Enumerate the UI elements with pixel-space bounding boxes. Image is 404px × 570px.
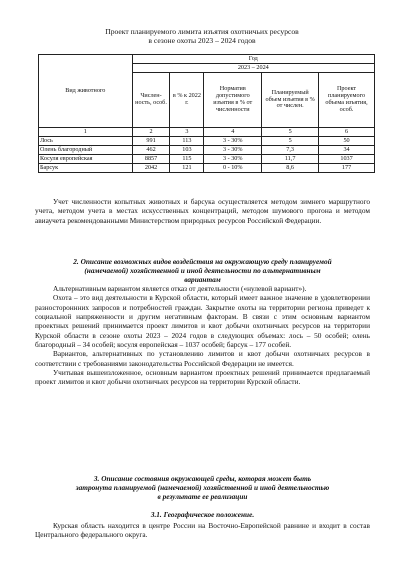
section-3-1-body: [35, 521, 370, 540]
header-norm: Норматив допустимого изъятия в % от численности: [204, 73, 262, 128]
header-year: Год: [132, 55, 374, 64]
paragraph: Охота – это вид деятельности в Курской области, который имеет важное значение в удовлетворении разностороннних запросов и потребностей граждан. Закрытие охоты на территории региона приведет к социальной напряженности и другим негативным факторам. В связи с этим основным вариантом проектных решений принимается проект лимитов и квот добычи охотничьих ресурсов на территории Курской области в сезоне охоты 2023 – 2024 годов в следующих объемах: лось – 50 особей; олень благородный – 34 особей; косуля европейская – 1037 особей; барсук – 177 особей.: [35, 293, 370, 350]
paragraph: Курская область находится в центре России на Восточно-Европейской равнине и входит в состав Центрального федерального округа.: [35, 521, 370, 540]
section-3-heading: 3. Описание состояния окружающей среды, которая может быть затронута планируемой (намечаемой) хозяйственной и иной деятельностью в результате ее реализации: [75, 474, 330, 502]
table-row: Косуля европейская 8857 115 3 - 30% 11,7 1037: [39, 155, 375, 164]
section-2-body: [35, 284, 370, 387]
table-row: Барсук 2042 121 0 - 10% 8,6 177: [39, 164, 375, 173]
header-plan: Проект планируемого объема изъятия, особ.: [319, 73, 375, 128]
index-row: 1 2 3 4 5 6: [39, 128, 375, 137]
section-3-1-heading: 3.1. Географическое положение.: [150, 510, 255, 519]
paragraph: Альтернативным вариантом является отказ от деятельности («нулевой вариант»).: [53, 284, 307, 293]
header-plan-pct: Планируемый объем изъятия в % от числен.: [262, 73, 319, 128]
census-paragraph: Учет численности копытных животных и барсука осуществляется методом зимнего маршрутного учета, методом учета в местах искусственных концентраций, методом шумового прогона и методом авиаучета рекомендованными Министерством природных ресурсов Российской Федерации.: [35, 197, 370, 225]
document-title: [0, 27, 404, 45]
hunting-limits-table: [38, 54, 375, 173]
header-season: 2023 – 2024: [132, 64, 374, 73]
census-paragraph-block: [35, 197, 370, 225]
title-line-2: в сезоне охоты 2023 – 2024 годов: [148, 36, 256, 45]
table-row: Олень благородный 462 103 3 - 30% 7,3 34: [39, 146, 375, 155]
table-row: Лось 991 113 3 - 30% 5 50: [39, 137, 375, 146]
header-pct-2022: в % к 2022 г.: [170, 73, 204, 128]
section-2-heading: 2. Описание возможных видов воздействия на окружающую среду планируемой (намечаемой) хозяйственной и иной деятельности по альтернативным вариантам: [73, 257, 332, 285]
paragraph: Вариантов, альтернативных по установлению лимитов и квот добычи охотничьих ресурсов в соответствии с требованиями законодательства Российской Федерации не имеется.: [35, 349, 370, 368]
paragraph: Учитывая вышеизложенное, основным вариантом проектных решений принимается предлагаемый проект лимитов и квот добычи охотничьих ресурсов на территории Курской области.: [35, 368, 370, 387]
header-species: Вид животного: [39, 55, 133, 128]
header-count: Числен-ность, особ.: [132, 73, 170, 128]
title-line-1: Проект планируемого лимита изъятия охотничьих ресурсов: [105, 27, 299, 36]
